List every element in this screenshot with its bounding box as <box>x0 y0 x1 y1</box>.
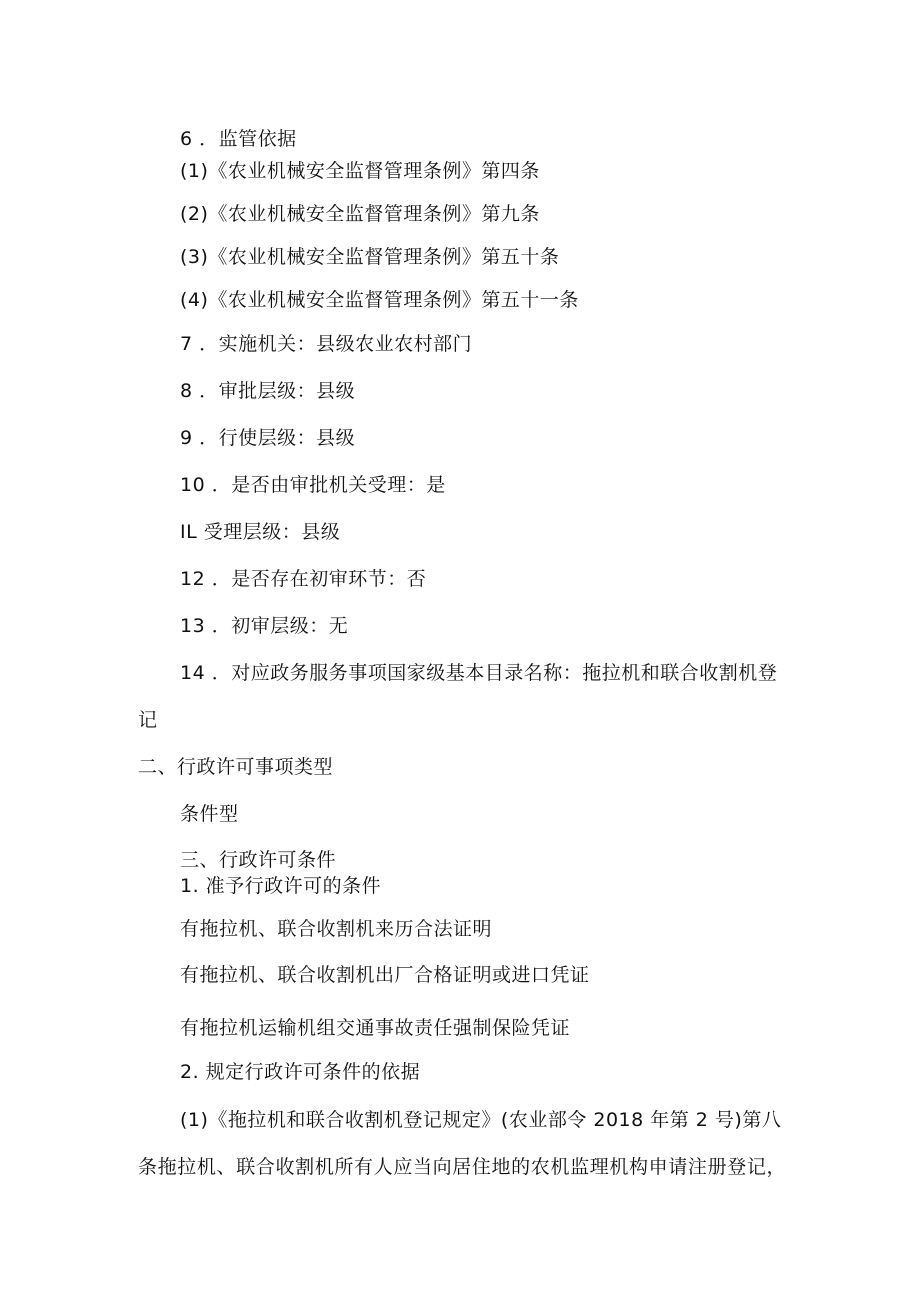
section-8-line: 8 ．审批层级：县级 <box>180 380 356 402</box>
section-6-heading: 6 ．监管依据 <box>180 128 297 150</box>
condition-item-3: 有拖拉机运输机组交通事故责任强制保险凭证 <box>180 1017 571 1039</box>
section-7-line: 7 ．实施机关：县级农业农村部门 <box>180 333 473 355</box>
section-14-continuation: 记 <box>138 709 158 731</box>
conditions-subheading-1: 1. 准予行政许可的条件 <box>180 875 382 897</box>
license-type-value: 条件型 <box>180 803 239 825</box>
section-14-line: 14 ．对应政务服务事项国家级基本目录名称：拖拉机和联合收割机登 <box>180 662 778 684</box>
basis-item-4: (4)《农业机械安全监督管理条例》第五十一条 <box>180 289 579 311</box>
chapter-3-heading: 三、行政许可条件 <box>180 849 337 871</box>
basis-item-1: (1)《农业机械安全监督管理条例》第四条 <box>180 160 540 182</box>
basis-item-3: (3)《农业机械安全监督管理条例》第五十条 <box>180 246 560 268</box>
regulation-basis-line-1: (1)《拖拉机和联合收割机登记规定》(农业部令 2018 年第 2 号)第八 <box>180 1109 782 1131</box>
section-11-line: IL 受理层级：县级 <box>180 521 341 543</box>
section-10-line: 10 ．是否由审批机关受理：是 <box>180 474 446 496</box>
chapter-2-heading: 二、行政许可事项类型 <box>138 756 334 778</box>
section-13-line: 13 ．初审层级：无 <box>180 615 349 637</box>
section-12-line: 12 ．是否存在初审环节：否 <box>180 568 427 590</box>
condition-item-1: 有拖拉机、联合收割机来历合法证明 <box>180 918 493 940</box>
section-9-line: 9 ．行使层级：县级 <box>180 427 356 449</box>
conditions-subheading-2: 2. 规定行政许可条件的依据 <box>180 1061 421 1083</box>
regulation-basis-line-2: 条拖拉机、联合收割机所有人应当向居住地的农机监理机构申请注册登记， <box>138 1156 786 1178</box>
basis-item-2: (2)《农业机械安全监督管理条例》第九条 <box>180 203 540 225</box>
condition-item-2: 有拖拉机、联合收割机出厂合格证明或进口凭证 <box>180 964 590 986</box>
